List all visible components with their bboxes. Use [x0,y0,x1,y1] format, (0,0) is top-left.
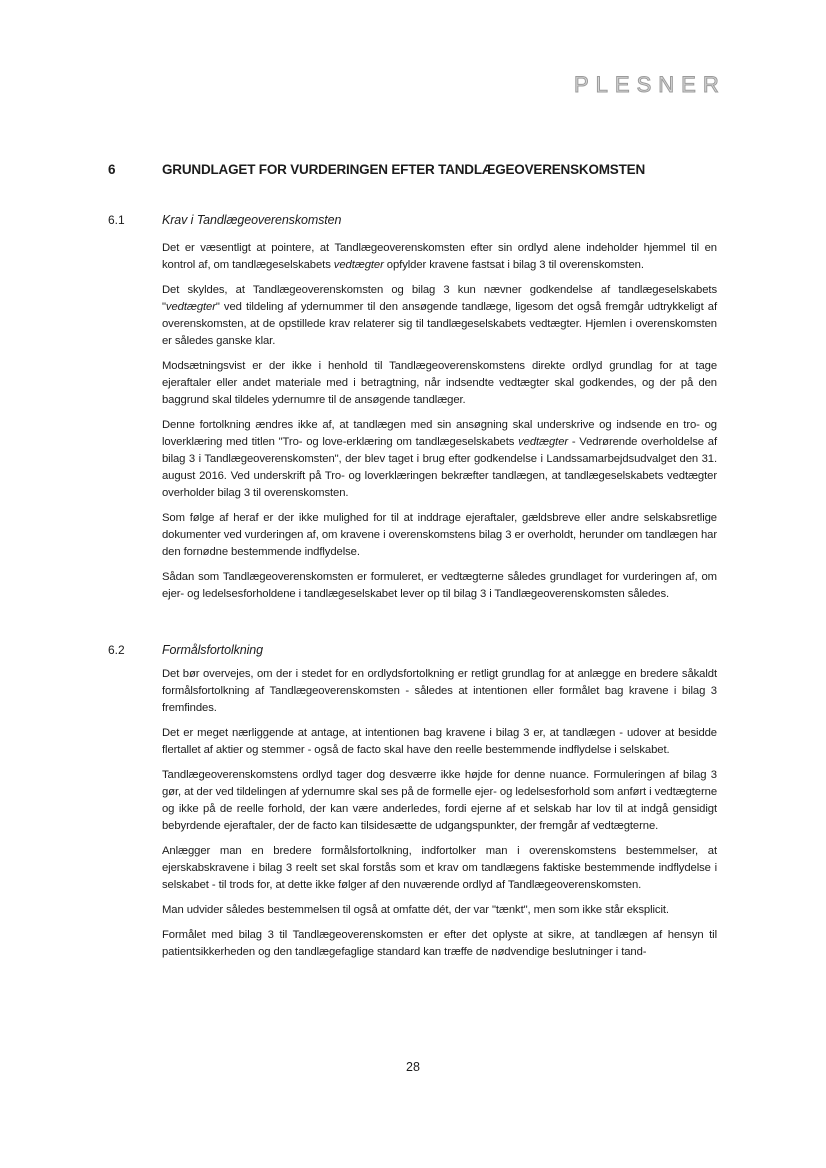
paragraph [162,510,717,561]
paragraph-text-italic: vedtægter [165,301,216,313]
paragraph-text-italic: vedtægter [333,259,384,271]
paragraph-text: Anlægger man en bredere formålsfortolkning, indfortolker man i overenskomstens bestemmelser, at ejerskabskravene i bilag 3 reelt set skal forstås som et krav om tandlægens faktiske bestemmende indflydelse i selskabet - til trods for, at dette ikke følger af den nuværende ordlyd af Tandlægeoverenskomsten. [162,845,717,891]
paragraph [162,240,717,274]
paragraph-text: opfylder kravene fastsat i bilag 3 til overenskomsten. [383,259,644,271]
paragraph-text: Man udvider således bestemmelsen til også at omfatte dét, der var "tænkt", men som ikke står eksplicit. [162,904,669,916]
paragraph-text: Det bør overvejes, om der i stedet for en ordlydsfortolkning er retligt grundlag for at anlægge en bredere såkaldt formålsfortolkning af Tandlægeoverenskomsten - således at intentionen eller formålet bag kravene i bilag 3 fremfindes. [162,668,717,714]
subsection-6-1-heading [108,213,726,227]
paragraph [162,569,717,603]
paragraph [162,927,717,961]
page-number: 28 [406,1060,420,1074]
paragraph [162,767,717,835]
paragraph-text: Sådan som Tandlægeoverenskomsten er formuleret, er vedtægterne således grundlaget for vurderingen af, om ejer- og ledelsesforholdene i tandlægeselskabet lever op til bilag 3 i Tandlægeoverenskomsten således. [162,571,717,600]
paragraph [162,666,717,717]
section-heading [108,162,726,177]
paragraph [162,725,717,759]
paragraph-text: - Vedrørende overholdelse af bilag 3 i Tandlægeoverenskomsten", der blev taget i brug efter godkendelse i Landssamarbejdsudvalget den 31. august 2016. Ved underskrift på Tro- og loverklæringen bekræfter tandlægen, at tandlægeselskabets vedtægter overholder bilag 3 til overenskomsten. [162,436,717,499]
subsection-6-2-number: 6.2 [108,643,125,657]
subsection-6-1-title: Krav i Tandlægeoverenskomsten [162,213,342,227]
paragraph-text: Modsætningsvist er der ikke i henhold til Tandlægeoverenskomstens direkte ordlyd grundlag for at tage ejeraftaler eller andet materiale med i betragtning, når indsendte vedtægter skal godkendes, og der på den baggrund skal tildeles ydernumre til de ansøgende tandlæger. [162,360,717,406]
paragraph-text: Formålet med bilag 3 til Tandlægeoverenskomsten er efter det oplyste at sikre, at tandlægen af hensyn til patientsikkerheden og den tandlægefaglige standard kan træffe de nødvendige beslutninger i tand- [162,929,717,958]
paragraph [162,358,717,409]
subsection-6-1-number: 6.1 [108,213,125,227]
subsection-6-2-title: Formålsfortolkning [162,643,264,657]
paragraph-text: Det skyldes, at Tandlægeoverenskomsten og bilag 3 kun nævner godkendelse af tandlægeselskabets " [162,284,717,313]
paragraph-text: Som følge af heraf er der ikke mulighed for til at inddrage ejeraftaler, gældsbreve eller andre selskabsretlige dokumenter ved vurderingen af, om kravene i overenskomstens bilag 3 er overholdt, herunder om tandlægen har den fornødne bestemmende indflydelse. [162,512,717,558]
paragraph [162,417,717,502]
paragraph [162,902,717,919]
plesner-logo: PLESNER [574,72,726,97]
subsection-6-1-paragraphs [162,240,717,603]
paragraph [162,843,717,894]
section-title: GRUNDLAGET FOR VURDERINGEN EFTER TANDLÆGEOVERENSKOMSTEN [162,162,646,177]
paragraph-text: Det er meget nærliggende at antage, at intentionen bag kravene i bilag 3 er, at tandlægen - udover at besidde flertallet af aktier og stemmer - også de facto skal have den reelle bestemmende indflydelse i selskabet. [162,727,717,756]
paragraph-text: Denne fortolkning ændres ikke af, at tandlægen med sin ansøgning skal underskrive og indsende en tro- og loverklæring med titlen "Tro- og love-erklæring om tandlægeselskabets [162,419,717,448]
paragraph-text: Det er væsentligt at pointere, at Tandlægeoverenskomsten efter sin ordlyd alene indeholder hjemmel til en kontrol af, om tandlægeselskabets [162,242,717,271]
section-number: 6 [108,162,116,177]
subsection-6-2-paragraphs [162,666,717,961]
paragraph-text: " ved tildeling af ydernummer til den ansøgende tandlæge, ligesom det også fremgår udtrykkeligt af overenskomsten, at de opstillede krav relaterer sig til tandlægeselskabets vedtægter. Hjemlen i overenskomsten er således ganske klar. [162,301,717,347]
paragraph-text-italic: vedtægter [518,436,569,448]
subsection-6-2-heading [108,643,726,657]
paragraph-text: Tandlægeoverenskomstens ordlyd tager dog desværre ikke højde for denne nuance. Formuleringen af bilag 3 gør, at der ved tildelingen af ydernumre skal ses på de formelle ejer- og ledelsesforhold som anført i vedtægterne og ikke på de reelle forhold, der kan være anderledes, fordi ejerne af et selskab har lov til at indgå gensidigt bebyrdende ejeraftaler, der de facto kan tilsidesætte de udgangspunkter, der fremgår af vedtægterne. [162,769,717,832]
paragraph [162,282,717,350]
